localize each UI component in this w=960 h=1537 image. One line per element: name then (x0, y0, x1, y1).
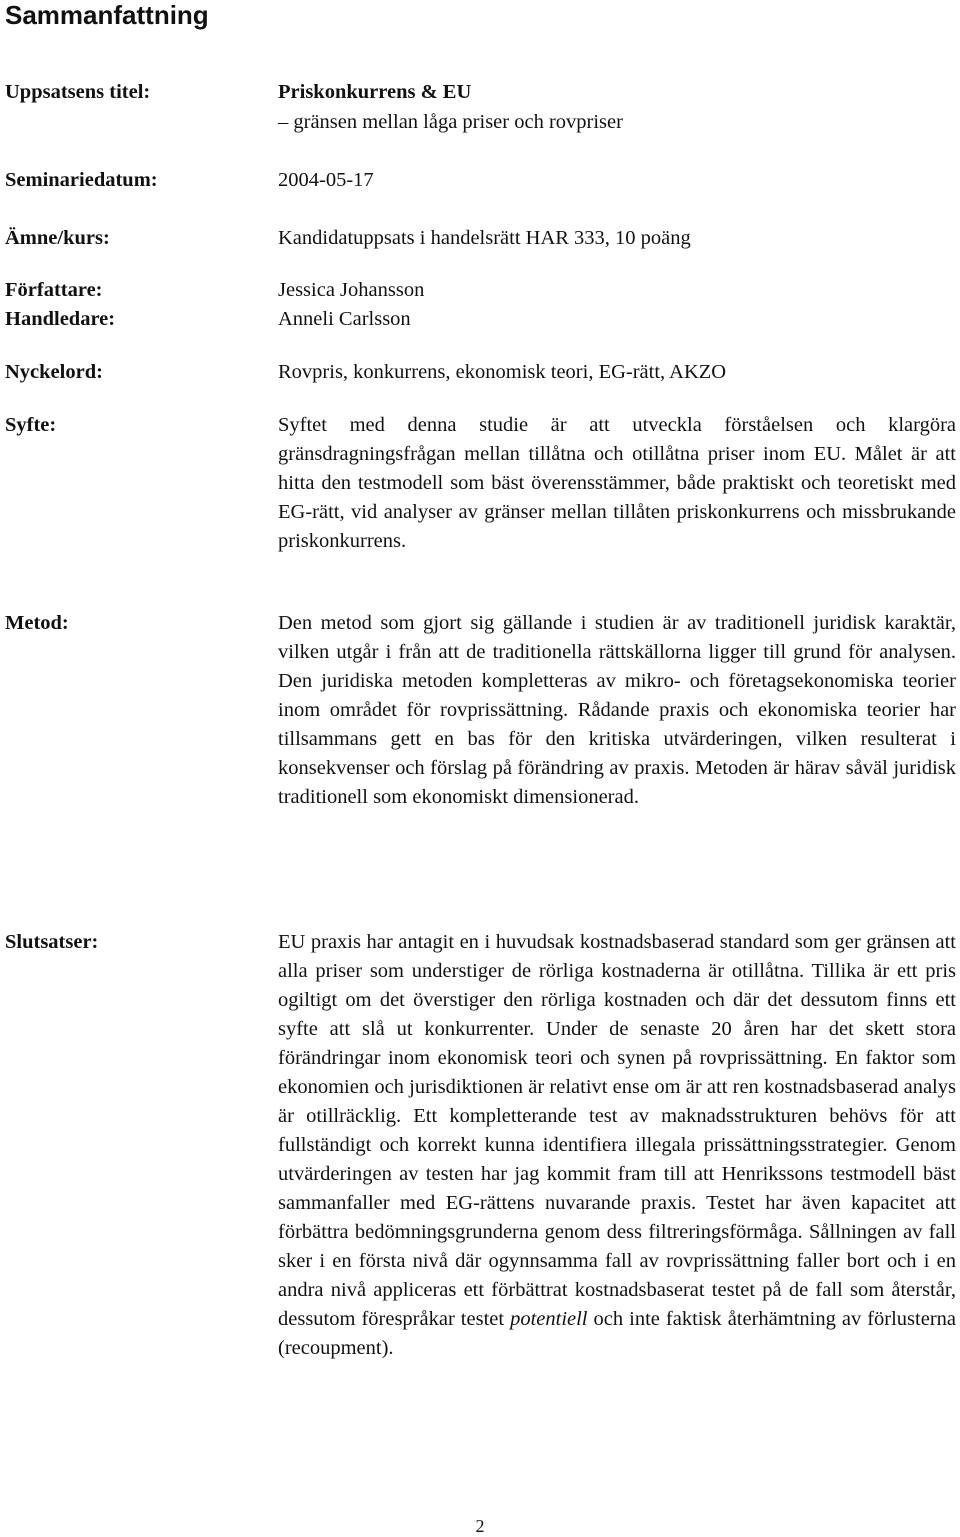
course-value: Kandidatuppsats i handelsrätt HAR 333, 10 poäng (278, 227, 691, 249)
conclusions-label: Slutsatser: (5, 931, 99, 953)
title-label: Uppsatsens titel: (5, 81, 151, 103)
conclusions-text-after: och inte faktisk återhämtning av förlusterna (recoupment). (278, 1308, 957, 1359)
method-label: Metod: (5, 612, 69, 634)
supervisor-label: Handledare: (5, 308, 116, 330)
seminar-date-value: 2004-05-17 (278, 169, 374, 191)
keywords-value: Rovpris, konkurrens, ekonomisk teori, EG-rätt, AKZO (278, 361, 727, 383)
method-text: Den metod som gjort sig gällande i studien är av traditionell juridisk karaktär, vilken utgår i från att de traditionella rättskällorna ligger till grund för analysen. Den juridiska metoden kompletteras av mikro- och företagsekonomiska teorier inom området för rovprissättning. Rådande praxis och ekonomiska teorier har tillsammans gett en bas för den kritiska utvärderingen, vilken resulterat i konsekvenser och förslag på förändring av praxis. Metoden är härav såväl juridisk traditionell som ekonomiskt dimensionerad. (278, 612, 956, 808)
thesis-title: Priskonkurrens & EU (278, 81, 472, 103)
supervisor-value: Anneli Carlsson (278, 308, 411, 330)
thesis-subtitle: – gränsen mellan låga priser och rovpriser (278, 111, 623, 133)
page-title: Sammanfattning (5, 0, 209, 30)
author-value: Jessica Johansson (278, 279, 425, 301)
keywords-label: Nyckelord: (5, 361, 103, 383)
course-label: Ämne/kurs: (5, 227, 110, 249)
author-label: Författare: (5, 279, 103, 301)
conclusions-text (278, 928, 956, 1363)
page-number: 2 (475, 1516, 485, 1536)
purpose-label: Syfte: (5, 414, 57, 436)
conclusions-emphasis: potentiell (510, 1308, 588, 1330)
conclusions-text-before: EU praxis har antagit en i huvudsak kostnadsbaserad standard som ger gränsen att alla priser som understiger de rörliga kostnaderna är otillåtna. Tillika är ett pris ogiltigt om det överstiger den rörliga kostnaden och där det dessutom finns ett syfte att slå ut konkurrenter. Under de senaste 20 åren har det skett stora förändringar inom ekonomisk teori och synen på rovprissättning. En faktor som ekonomien och jurisdiktionen är relativt ense om är att ren kostnadsbaserad analys är otillräcklig. Ett kompletterande test av maknadsstrukturen behövs för att fullständigt och korrekt kunna identifiera illegala prissättningsstrategier. Genom utvärderingen av testen har jag kommit fram till att Henrikssons testmodell bäst sammanfaller med EG-rättens nuvarande praxis. Testet har även kapacitet att förbättra bedömningsgrunderna genom dess filtreringsförmåga. Sållningen av fall sker i en första nivå där ogynnsamma fall av rovprissättning faller bort och i en andra nivå appliceras ett förbättrat kostnadsbaserat testet på de fall som återstår, dessutom förespråkar testet (278, 931, 956, 1330)
purpose-text: Syftet med denna studie är att utveckla förståelsen och klargöra gränsdragningsfrågan mellan tillåtna och otillåtna priser inom EU. Målet är att hitta den testmodell som bäst överensstämmer, både praktiskt och teoretiskt med EG-rätt, vid analyser av gränser mellan tillåten priskonkurrens och missbrukande priskonkurrens. (278, 414, 956, 552)
seminar-date-label: Seminariedatum: (5, 169, 158, 191)
